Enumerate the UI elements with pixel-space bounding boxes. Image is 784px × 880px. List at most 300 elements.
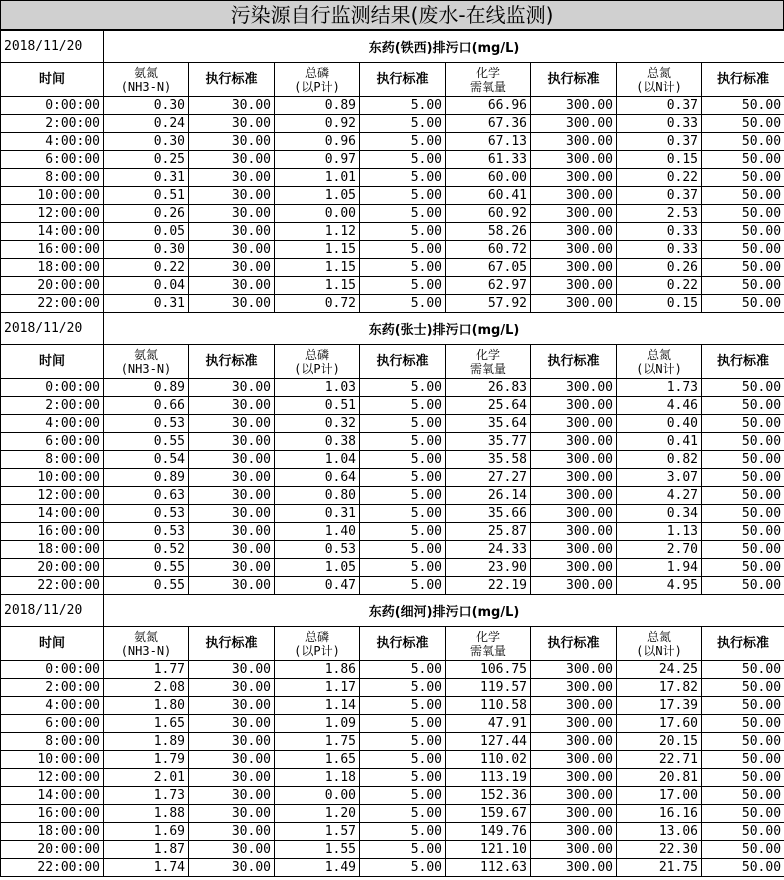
time-cell: 0:00:00: [1, 379, 104, 397]
value-cell: 0.26: [104, 205, 189, 223]
table-row: [1, 751, 784, 769]
value-cell: 5.00: [360, 277, 446, 295]
time-cell: 4:00:00: [1, 697, 104, 715]
value-cell: 300.00: [531, 661, 617, 679]
col-header-standard: [360, 63, 446, 97]
value-cell: 2.08: [104, 679, 189, 697]
table-row: [1, 205, 784, 223]
value-cell: 300.00: [531, 187, 617, 205]
value-cell: 5.00: [360, 397, 446, 415]
value-cell: 0.25: [104, 151, 189, 169]
value-cell: 1.65: [104, 715, 189, 733]
value-cell: 300.00: [531, 469, 617, 487]
value-cell: 4.95: [617, 577, 702, 595]
value-cell: 5.00: [360, 733, 446, 751]
value-cell: 127.44: [446, 733, 531, 751]
value-cell: 50.00: [702, 541, 784, 559]
value-cell: 300.00: [531, 541, 617, 559]
value-cell: 1.03: [275, 379, 360, 397]
value-cell: 0.54: [104, 451, 189, 469]
header-text: 总氮: [646, 629, 671, 644]
value-cell: 50.00: [702, 679, 784, 697]
section-date: 2018/11/20: [1, 313, 104, 345]
header-text: (NH3-N): [120, 643, 172, 658]
value-cell: 0.82: [617, 451, 702, 469]
value-cell: 1.89: [104, 733, 189, 751]
value-cell: 0.24: [104, 115, 189, 133]
value-cell: 1.05: [275, 559, 360, 577]
value-cell: 67.36: [446, 115, 531, 133]
value-cell: 300.00: [531, 169, 617, 187]
col-header-standard: [189, 63, 275, 97]
col-header-ammonia: [104, 63, 189, 97]
value-cell: 20.15: [617, 733, 702, 751]
table-row: [1, 661, 784, 679]
col-header-standard: [189, 627, 275, 661]
table-row: [1, 169, 784, 187]
value-cell: 300.00: [531, 397, 617, 415]
value-cell: 0.47: [275, 577, 360, 595]
value-cell: 0.15: [617, 295, 702, 313]
header-text: 总氮: [646, 65, 671, 80]
value-cell: 30.00: [189, 823, 275, 841]
value-cell: 0.53: [104, 505, 189, 523]
value-cell: 300.00: [531, 133, 617, 151]
value-cell: 1.49: [275, 859, 360, 877]
value-cell: 1.74: [104, 859, 189, 877]
value-cell: 0.22: [617, 169, 702, 187]
value-cell: 17.60: [617, 715, 702, 733]
value-cell: 30.00: [189, 97, 275, 115]
header-text: 需氧量: [469, 643, 506, 658]
value-cell: 0.55: [104, 559, 189, 577]
header-text: 氨氮: [133, 629, 158, 644]
value-cell: 0.30: [104, 241, 189, 259]
value-cell: 0.00: [275, 787, 360, 805]
value-cell: 67.05: [446, 259, 531, 277]
value-cell: 30.00: [189, 259, 275, 277]
header-text: 总磷: [304, 629, 329, 644]
page-title: 污染源自行监测结果(废水-在线监测): [0, 0, 784, 30]
table-row: [1, 379, 784, 397]
value-cell: 300.00: [531, 151, 617, 169]
value-cell: 119.57: [446, 679, 531, 697]
value-cell: 17.39: [617, 697, 702, 715]
value-cell: 5.00: [360, 523, 446, 541]
table-row: [1, 841, 784, 859]
value-cell: 30.00: [189, 841, 275, 859]
value-cell: 5.00: [360, 97, 446, 115]
value-cell: 13.06: [617, 823, 702, 841]
value-cell: 5.00: [360, 823, 446, 841]
time-cell: 4:00:00: [1, 133, 104, 151]
value-cell: 24.25: [617, 661, 702, 679]
value-cell: 0.37: [617, 187, 702, 205]
value-cell: 0.04: [104, 277, 189, 295]
table-row: [1, 97, 784, 115]
table-row: [1, 697, 784, 715]
value-cell: 300.00: [531, 523, 617, 541]
value-cell: 5.00: [360, 223, 446, 241]
column-header-row: [1, 627, 784, 661]
value-cell: 5.00: [360, 379, 446, 397]
value-cell: 1.80: [104, 697, 189, 715]
value-cell: 5.00: [360, 151, 446, 169]
value-cell: 50.00: [702, 769, 784, 787]
table-row: [1, 295, 784, 313]
value-cell: 30.00: [189, 295, 275, 313]
time-cell: 6:00:00: [1, 151, 104, 169]
col-header-time: [1, 627, 104, 661]
value-cell: 0.89: [104, 379, 189, 397]
value-cell: 5.00: [360, 715, 446, 733]
value-cell: 30.00: [189, 133, 275, 151]
value-cell: 16.16: [617, 805, 702, 823]
value-cell: 300.00: [531, 715, 617, 733]
value-cell: 50.00: [702, 859, 784, 877]
value-cell: 300.00: [531, 559, 617, 577]
value-cell: 0.51: [275, 397, 360, 415]
value-cell: 5.00: [360, 541, 446, 559]
value-cell: 300.00: [531, 769, 617, 787]
value-cell: 30.00: [189, 187, 275, 205]
table-row: [1, 733, 784, 751]
table-row: [1, 715, 784, 733]
value-cell: 152.36: [446, 787, 531, 805]
value-cell: 0.30: [104, 133, 189, 151]
value-cell: 1.77: [104, 661, 189, 679]
value-cell: 50.00: [702, 115, 784, 133]
table-row: [1, 133, 784, 151]
value-cell: 30.00: [189, 115, 275, 133]
table-row: [1, 451, 784, 469]
table-row: [1, 679, 784, 697]
value-cell: 0.26: [617, 259, 702, 277]
table-row: [1, 433, 784, 451]
value-cell: 24.33: [446, 541, 531, 559]
value-cell: 50.00: [702, 223, 784, 241]
col-header-standard: [702, 627, 784, 661]
value-cell: 50.00: [702, 805, 784, 823]
value-cell: 1.88: [104, 805, 189, 823]
table-row: [1, 523, 784, 541]
table-row: [1, 859, 784, 877]
time-cell: 14:00:00: [1, 505, 104, 523]
value-cell: 300.00: [531, 97, 617, 115]
value-cell: 149.76: [446, 823, 531, 841]
section-header-row: [1, 313, 784, 345]
header-text: 总磷: [304, 65, 329, 80]
value-cell: 50.00: [702, 277, 784, 295]
time-cell: 16:00:00: [1, 523, 104, 541]
value-cell: 30.00: [189, 487, 275, 505]
col-header-standard: [360, 345, 446, 379]
value-cell: 0.31: [104, 169, 189, 187]
value-cell: 57.92: [446, 295, 531, 313]
value-cell: 30.00: [189, 733, 275, 751]
value-cell: 0.80: [275, 487, 360, 505]
col-header-phosphorus: [275, 345, 360, 379]
table-row: [1, 259, 784, 277]
section-date: 2018/11/20: [1, 31, 104, 63]
value-cell: 300.00: [531, 859, 617, 877]
col-header-cod: [446, 63, 531, 97]
header-text: (以P计): [294, 361, 340, 376]
value-cell: 300.00: [531, 451, 617, 469]
value-cell: 110.58: [446, 697, 531, 715]
col-header-standard: [531, 345, 617, 379]
value-cell: 50.00: [702, 187, 784, 205]
value-cell: 1.65: [275, 751, 360, 769]
header-text: 化学: [475, 65, 500, 80]
value-cell: 0.63: [104, 487, 189, 505]
value-cell: 50.00: [702, 433, 784, 451]
value-cell: 50.00: [702, 523, 784, 541]
time-cell: 6:00:00: [1, 715, 104, 733]
header-text: (以N计): [636, 643, 682, 658]
value-cell: 300.00: [531, 241, 617, 259]
column-header-row: [1, 345, 784, 379]
time-cell: 10:00:00: [1, 469, 104, 487]
value-cell: 23.90: [446, 559, 531, 577]
value-cell: 300.00: [531, 577, 617, 595]
header-text: 化学: [475, 629, 500, 644]
value-cell: 50.00: [702, 841, 784, 859]
value-cell: 1.15: [275, 259, 360, 277]
header-text: 执行标准: [205, 71, 258, 87]
value-cell: 0.66: [104, 397, 189, 415]
value-cell: 30.00: [189, 769, 275, 787]
value-cell: 66.96: [446, 97, 531, 115]
header-text: 总氮: [646, 347, 671, 362]
table-row: [1, 505, 784, 523]
value-cell: 300.00: [531, 805, 617, 823]
value-cell: 30.00: [189, 241, 275, 259]
value-cell: 50.00: [702, 661, 784, 679]
value-cell: 50.00: [702, 751, 784, 769]
value-cell: 2.70: [617, 541, 702, 559]
table-row: [1, 487, 784, 505]
value-cell: 50.00: [702, 259, 784, 277]
header-text: (以N计): [636, 79, 682, 94]
value-cell: 30.00: [189, 559, 275, 577]
value-cell: 300.00: [531, 751, 617, 769]
time-cell: 18:00:00: [1, 541, 104, 559]
value-cell: 300.00: [531, 697, 617, 715]
value-cell: 30.00: [189, 787, 275, 805]
value-cell: 0.31: [275, 505, 360, 523]
value-cell: 60.92: [446, 205, 531, 223]
table-row: [1, 223, 784, 241]
col-header-time: [1, 345, 104, 379]
value-cell: 300.00: [531, 295, 617, 313]
time-cell: 22:00:00: [1, 577, 104, 595]
value-cell: 113.19: [446, 769, 531, 787]
time-cell: 0:00:00: [1, 661, 104, 679]
time-cell: 8:00:00: [1, 733, 104, 751]
value-cell: 21.75: [617, 859, 702, 877]
value-cell: 60.72: [446, 241, 531, 259]
monitoring-table: [0, 30, 784, 877]
value-cell: 110.02: [446, 751, 531, 769]
value-cell: 30.00: [189, 859, 275, 877]
value-cell: 1.04: [275, 451, 360, 469]
value-cell: 50.00: [702, 397, 784, 415]
value-cell: 30.00: [189, 397, 275, 415]
value-cell: 1.73: [104, 787, 189, 805]
value-cell: 300.00: [531, 277, 617, 295]
value-cell: 17.82: [617, 679, 702, 697]
value-cell: 30.00: [189, 805, 275, 823]
time-cell: 2:00:00: [1, 115, 104, 133]
table-row: [1, 469, 784, 487]
value-cell: 106.75: [446, 661, 531, 679]
value-cell: 1.17: [275, 679, 360, 697]
value-cell: 30.00: [189, 169, 275, 187]
col-header-standard: [702, 63, 784, 97]
header-text: 执行标准: [376, 71, 429, 87]
value-cell: 1.69: [104, 823, 189, 841]
header-text: 需氧量: [469, 361, 506, 376]
value-cell: 1.14: [275, 697, 360, 715]
value-cell: 1.57: [275, 823, 360, 841]
value-cell: 20.81: [617, 769, 702, 787]
header-text: 执行标准: [547, 71, 600, 87]
value-cell: 1.40: [275, 523, 360, 541]
value-cell: 0.32: [275, 415, 360, 433]
header-text: 执行标准: [205, 353, 258, 369]
value-cell: 0.52: [104, 541, 189, 559]
section-outlet-name: 东药(细河)排污口(mg/L): [104, 595, 784, 627]
col-header-phosphorus: [275, 627, 360, 661]
value-cell: 30.00: [189, 715, 275, 733]
table-row: [1, 577, 784, 595]
table-row: [1, 115, 784, 133]
value-cell: 30.00: [189, 751, 275, 769]
header-text: 总磷: [304, 347, 329, 362]
table-row: [1, 769, 784, 787]
value-cell: 50.00: [702, 733, 784, 751]
value-cell: 300.00: [531, 205, 617, 223]
value-cell: 4.46: [617, 397, 702, 415]
header-text: 执行标准: [376, 635, 429, 651]
header-text: (NH3-N): [120, 361, 172, 376]
header-text: 执行标准: [547, 635, 600, 651]
value-cell: 1.20: [275, 805, 360, 823]
header-text: 化学: [475, 347, 500, 362]
value-cell: 30.00: [189, 151, 275, 169]
value-cell: 30.00: [189, 577, 275, 595]
col-header-standard: [531, 627, 617, 661]
value-cell: 30.00: [189, 469, 275, 487]
value-cell: 5.00: [360, 469, 446, 487]
time-cell: 14:00:00: [1, 223, 104, 241]
time-cell: 18:00:00: [1, 823, 104, 841]
value-cell: 0.31: [104, 295, 189, 313]
section-header-row: [1, 595, 784, 627]
value-cell: 112.63: [446, 859, 531, 877]
value-cell: 300.00: [531, 259, 617, 277]
time-cell: 22:00:00: [1, 859, 104, 877]
value-cell: 22.19: [446, 577, 531, 595]
value-cell: 0.53: [275, 541, 360, 559]
value-cell: 5.00: [360, 259, 446, 277]
value-cell: 22.30: [617, 841, 702, 859]
value-cell: 0.00: [275, 205, 360, 223]
time-cell: 12:00:00: [1, 487, 104, 505]
section-date: 2018/11/20: [1, 595, 104, 627]
value-cell: 1.75: [275, 733, 360, 751]
value-cell: 5.00: [360, 697, 446, 715]
time-cell: 20:00:00: [1, 841, 104, 859]
value-cell: 25.64: [446, 397, 531, 415]
time-cell: 22:00:00: [1, 295, 104, 313]
value-cell: 1.79: [104, 751, 189, 769]
value-cell: 26.83: [446, 379, 531, 397]
header-text: (以P计): [294, 643, 340, 658]
value-cell: 60.00: [446, 169, 531, 187]
value-cell: 25.87: [446, 523, 531, 541]
value-cell: 30.00: [189, 205, 275, 223]
value-cell: 5.00: [360, 577, 446, 595]
value-cell: 0.92: [275, 115, 360, 133]
value-cell: 5.00: [360, 805, 446, 823]
table-row: [1, 559, 784, 577]
value-cell: 30.00: [189, 523, 275, 541]
value-cell: 1.94: [617, 559, 702, 577]
value-cell: 0.41: [617, 433, 702, 451]
value-cell: 0.53: [104, 523, 189, 541]
value-cell: 0.97: [275, 151, 360, 169]
value-cell: 30.00: [189, 379, 275, 397]
value-cell: 121.10: [446, 841, 531, 859]
value-cell: 50.00: [702, 151, 784, 169]
value-cell: 0.64: [275, 469, 360, 487]
col-header-ammonia: [104, 627, 189, 661]
value-cell: 5.00: [360, 679, 446, 697]
time-cell: 0:00:00: [1, 97, 104, 115]
header-text: (以P计): [294, 79, 340, 94]
value-cell: 2.53: [617, 205, 702, 223]
value-cell: 30.00: [189, 661, 275, 679]
value-cell: 30.00: [189, 277, 275, 295]
header-text: 执行标准: [205, 635, 258, 651]
time-cell: 16:00:00: [1, 805, 104, 823]
value-cell: 30.00: [189, 697, 275, 715]
value-cell: 300.00: [531, 679, 617, 697]
value-cell: 50.00: [702, 715, 784, 733]
value-cell: 5.00: [360, 661, 446, 679]
value-cell: 0.38: [275, 433, 360, 451]
col-header-nitrogen: [617, 63, 702, 97]
value-cell: 30.00: [189, 415, 275, 433]
value-cell: 58.26: [446, 223, 531, 241]
header-text: (NH3-N): [120, 79, 172, 94]
value-cell: 50.00: [702, 295, 784, 313]
value-cell: 5.00: [360, 205, 446, 223]
value-cell: 0.22: [617, 277, 702, 295]
value-cell: 0.15: [617, 151, 702, 169]
value-cell: 0.55: [104, 433, 189, 451]
time-cell: 12:00:00: [1, 769, 104, 787]
value-cell: 1.15: [275, 277, 360, 295]
col-header-standard: [531, 63, 617, 97]
value-cell: 5.00: [360, 841, 446, 859]
value-cell: 300.00: [531, 433, 617, 451]
value-cell: 0.33: [617, 223, 702, 241]
value-cell: 1.55: [275, 841, 360, 859]
value-cell: 30.00: [189, 451, 275, 469]
